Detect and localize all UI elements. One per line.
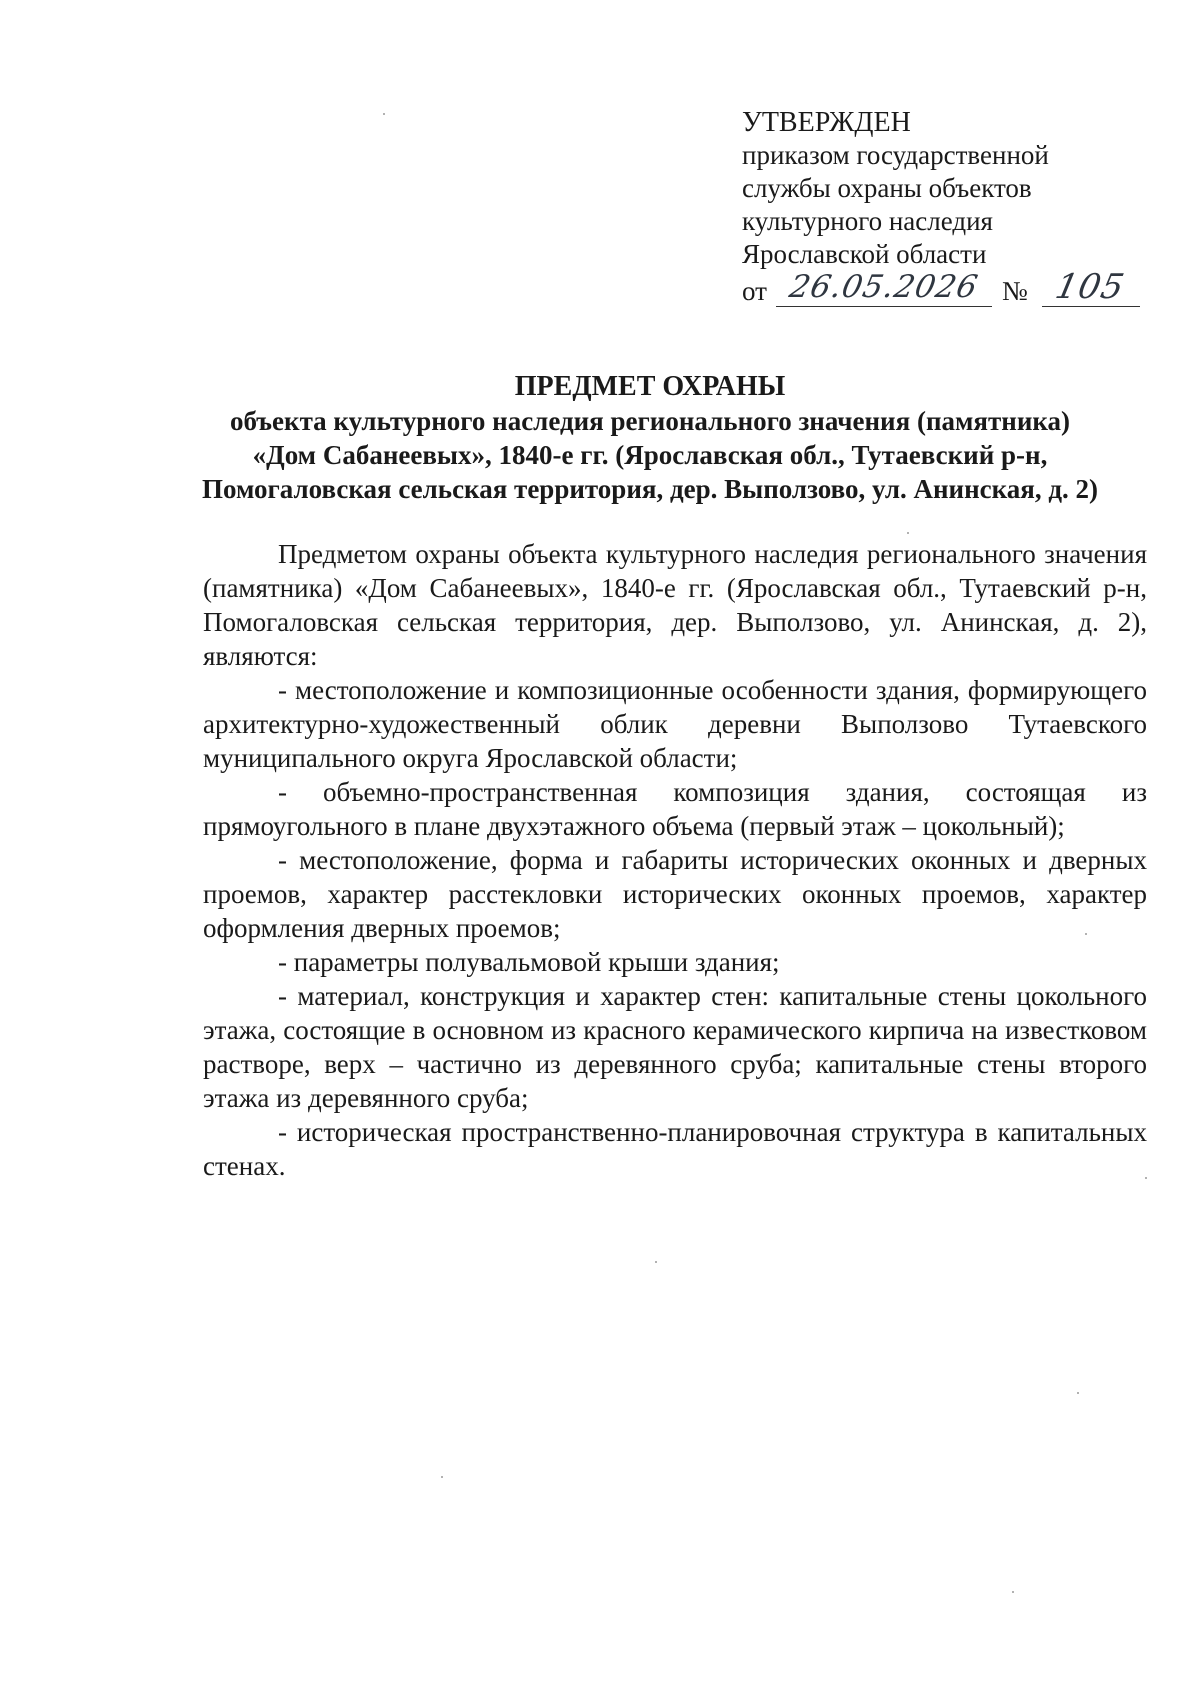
document-heading: [150, 370, 1150, 506]
scan-speck: [1077, 1392, 1079, 1394]
scan-speck: [1085, 933, 1087, 935]
document-body: [203, 537, 1147, 1183]
list-item: - параметры полувальмовой крыши здания;: [278, 947, 780, 977]
list-item: - материал, конструкция и характер стен: капитальные стены цокольного этажа, состоящие в основном из красного керамического кирпича на известковом растворе, верх – частично из деревянного сруба; капитальные стены второго этажа из деревянного сруба;: [203, 981, 1147, 1113]
list-item: - местоположение, форма и габариты исторических оконных и дверных проемов, характер расстекловки исторических оконных проемов, характер оформления дверных проемов;: [203, 845, 1147, 943]
approval-line: культурного наследия: [742, 206, 993, 236]
order-date-field: [776, 269, 992, 307]
approval-title: УТВЕРЖДЕН: [742, 107, 911, 138]
scan-speck: [907, 532, 909, 534]
heading-subtitle-line: «Дом Сабанеевых», 1840-е гг. (Ярославская обл., Тутаевский р-н,: [252, 440, 1048, 470]
scan-speck: [441, 1476, 443, 1478]
handwritten-number: 105: [1051, 267, 1129, 307]
approval-line: Ярославской области: [742, 239, 987, 269]
order-number-label: №: [1002, 276, 1028, 306]
scan-speck: [1145, 1177, 1147, 1179]
list-item: - историческая пространственно-планировочная структура в капитальных стенах.: [203, 1117, 1147, 1181]
heading-subtitle-line: объекта культурного наследия регионального значения (памятника): [229, 406, 1071, 436]
list-item: - местоположение и композиционные особенности здания, формирующего архитектурно-художественный облик деревни Выползово Тутаевского муниципального округа Ярославской области;: [203, 675, 1147, 773]
approval-line: службы охраны объектов: [742, 173, 1032, 203]
scan-speck: [655, 1261, 657, 1263]
handwritten-date: 26.05.2026: [786, 269, 982, 305]
scan-speck: [383, 113, 385, 115]
intro-paragraph: Предметом охраны объекта культурного наследия регионального значения (памятника) «Дом Сабанеевых», 1840-е гг. (Ярославская обл., Тутаевский р-н, Помогаловская сельская территория, дер. Выползово, ул. Анинская, д. 2), являются:: [203, 539, 1147, 671]
approval-line: приказом государственной: [742, 140, 1049, 170]
heading-subtitle-line: Помогаловская сельская территория, дер. Выползово, ул. Анинская, д. 2): [201, 474, 1099, 504]
order-reference: [742, 267, 1142, 311]
list-item: - объемно-пространственная композиция здания, состоящая из прямоугольного в плане двухэтажного объема (первый этаж – цокольный);: [203, 777, 1147, 841]
approval-block: [742, 106, 1142, 311]
order-date-label: от: [742, 276, 767, 306]
scan-speck: [1012, 1591, 1014, 1593]
order-number-field: [1042, 267, 1140, 307]
heading-title: ПРЕДМЕТ ОХРАНЫ: [514, 371, 786, 402]
